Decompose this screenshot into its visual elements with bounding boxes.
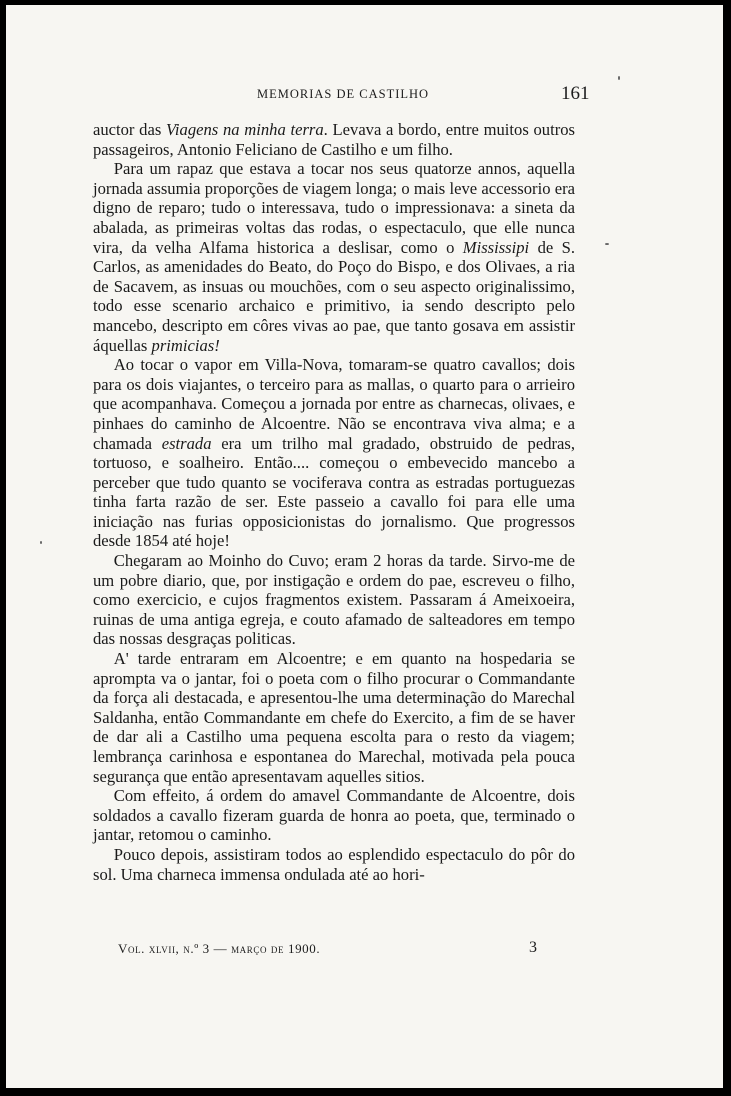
text-run: . Levava a bordo, entre muitos outros passageiros, Antonio Feliciano de Castilho e um filho. [93,120,575,159]
paragraph [93,845,575,884]
page-footer [6,941,723,961]
italic-phrase: primicias! [151,335,220,355]
paragraph [93,120,575,159]
running-title: MEMORIAS DE CASTILHO [257,87,430,101]
paragraph [93,159,575,355]
italic-phrase: Viagens na minha terra [166,120,324,139]
text-run: Pouco depois, assistiram todos ao esplendido espectaculo do pôr do sol. Uma charneca immensa ondulada até ao hori- [93,844,575,884]
italic-phrase: Mississipi [462,237,530,257]
paragraph [93,551,575,649]
scan-speck [605,243,609,245]
body-text [93,120,575,884]
text-run: Com effeito, á ordem do amavel Commandante de Alcoentre, dois soldados a cavallo fizeram guarda de honra ao poeta, que, terminado o jantar, retomou o caminho. [93,786,575,845]
page-header [6,83,723,105]
scan-speck [618,76,620,80]
signature-mark: 3 [529,939,537,956]
text-run: Ao tocar o vapor em Villa-Nova, tomaram-se quatro cavallos; dois para os dois viajantes, o terceiro para as mallas, o quarto para o arrieiro que acompanhava. Começou a jornada por entre as charnecas, olivaes, e pinhaes do caminho de Alcoentre. Não se encontrava viva alma; e a chamada [93,355,575,453]
text-run: auctor das [93,120,167,139]
page-number: 161 [561,83,590,104]
volume-line: Vol. xlvii, n.º 3 — março de 1900. [118,941,321,956]
italic-phrase: estrada [161,433,212,453]
text-run: Para um rapaz que estava a tocar nos seus quatorze annos, aquella jornada assumia proporções de viagem longa; o mais leve accessorio era digno de reparo; tudo o interessava, tudo o impressionava: a sineta da abalada, as primeiras voltas das rodas, o espectaculo, que elle nunca vira, da velha Alfama historica a deslisar, como o [93,159,575,257]
text-run: A' tarde entraram em Alcoentre; e em quanto na hospedaria se aprompta va o jantar, foi o poeta com o filho procurar o Commandante da força ali destacada, e apresentou-lhe uma determinação do Marechal Saldanha, então Commandante em chefe do Exercito, a fim de se haver de dar ali a Castilho uma pequena escolta para o resto da viagem; lembrança carinhosa e espontanea do Marechal, motivada pela pouca segurança que então apresentavam aquelles sitios. [93,649,575,786]
paragraph [93,786,575,845]
paragraph [93,355,575,551]
text-run: Chegaram ao Moinho do Cuvo; eram 2 horas da tarde. Sirvo-me de um pobre diario, que, por instigação e ordem do pae, escreveu o filho, como exercicio, e cujos fragmentos existem. Passaram á Ameixoeira, ruinas de uma antiga egreja, e couto afamado de salteadores em tempo das nossas desgraças politicas. [93,551,575,649]
text-run: de S. Carlos, as amenidades do Beato, do Poço do Bispo, e dos Olivaes, a ria de Sacavem, as insuas ou mouchões, com o seu aspecto originalissimo, todo esse scenario archaico e primitivo, ia sendo descripto pelo mancebo, descripto em côres vivas ao pae, que tanto gosava em assistir áquellas [93,237,575,355]
document-page [6,5,723,1088]
paragraph [93,649,575,786]
text-run: era um trilho mal gradado, obstruido de pedras, tortuoso, e soalheiro. Então.... começou o embevecido mancebo a perceber que tudo quanto se vociferava contra as estradas portuguezas tinha farta razão de ser. Este passeio a cavallo foi para elle uma iniciação nas furias opposicionistas do jornalismo. Que progressos desde 1854 até hoje! [93,433,575,551]
scan-speck [40,541,42,544]
